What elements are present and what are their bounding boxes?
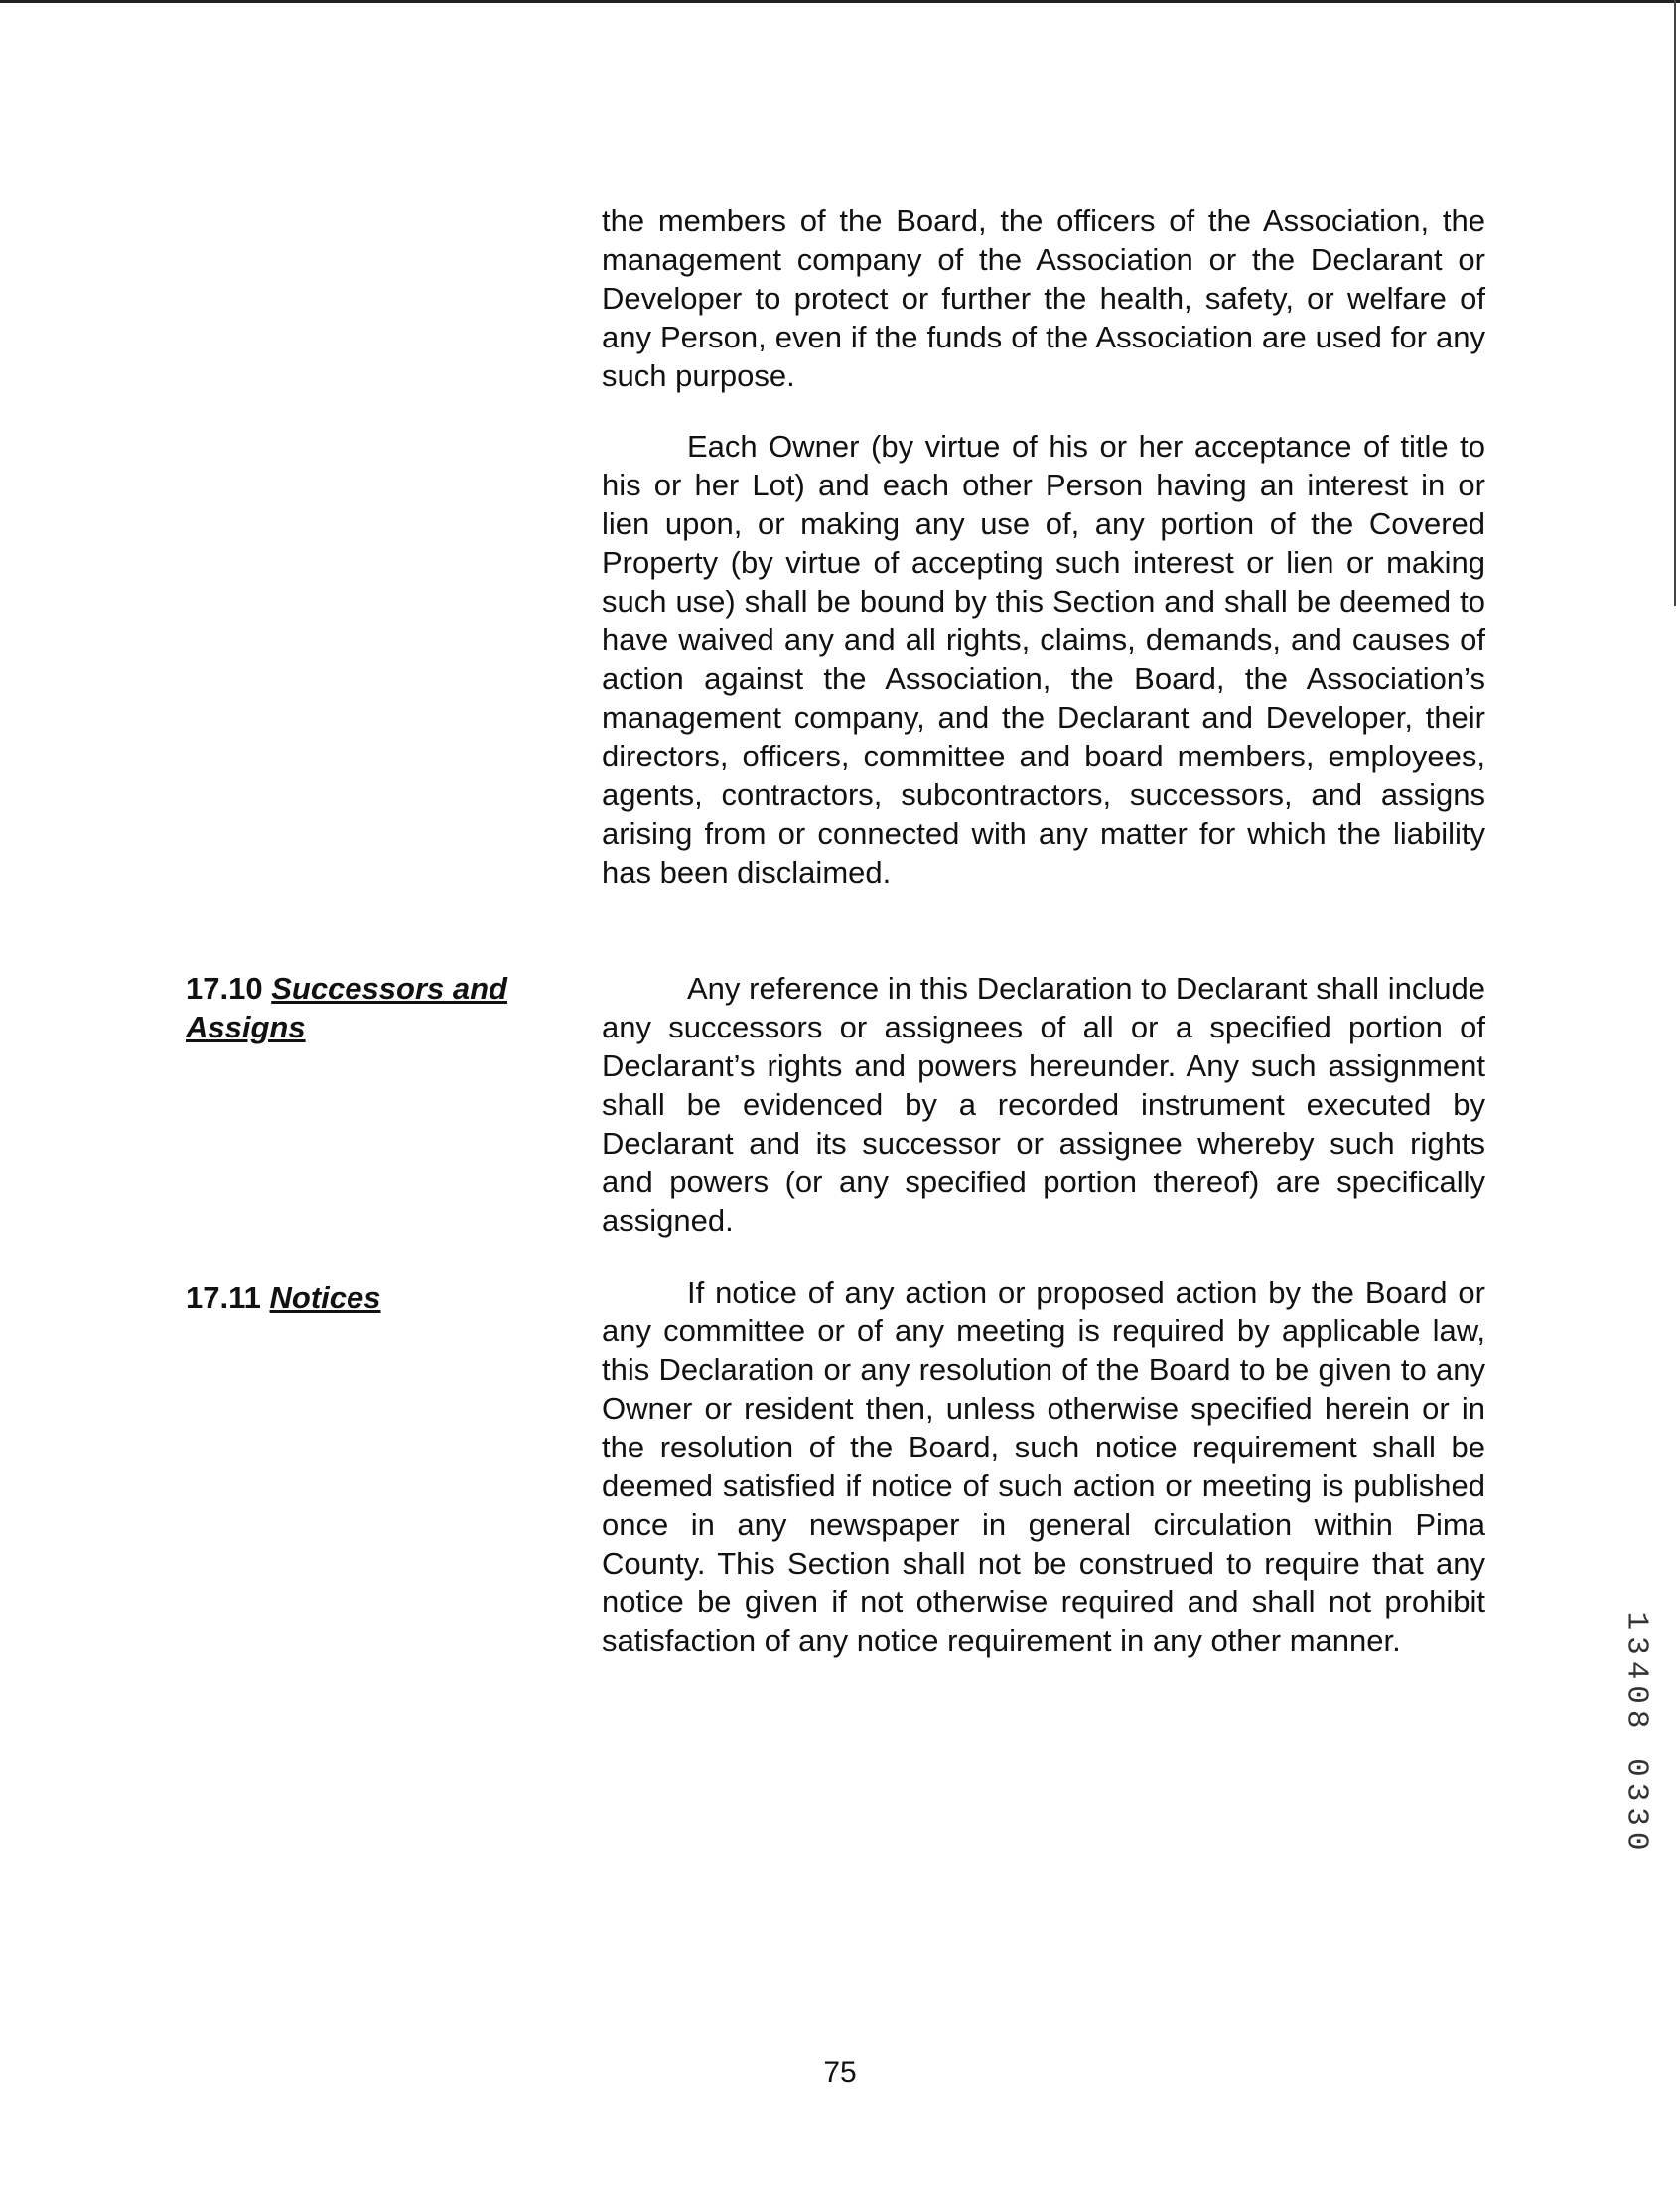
section-title: Successors and Assigns [186, 971, 507, 1044]
section-heading-17-11 [186, 1278, 583, 1316]
section-title: Notices [269, 1280, 381, 1314]
section-body-17-10: Any reference in this Declaration to Declarant shall include any successors or assignees of all or a specified portion of Declarant’s rights and powers hereunder. Any such assignment shall be evidenced by a recorded instrument executed by Declarant and its successor or assignee whereby such rights and powers (or any specified portion thereof) are specifically assigned. [602, 971, 1485, 1238]
owner-waiver-paragraph: Each Owner (by virtue of his or her acceptance of title to his or her Lot) and each other Person having an interest in or lien upon, or making any use of, any portion of the Covered Property (by virtue of accepting such interest or lien or making such use) shall be bound by this Section and shall be deemed to have waived any and all rights, claims, demands, and causes of action against the Association, the Board, the Association’s management company, and the Declarant and Developer, their directors, officers, committee and board members, employees, agents, contractors, subcontractors, successors, and assigns arising from or connected with any matter for which the liability has been disclaimed. [602, 429, 1485, 890]
recording-stamp [1607, 1596, 1666, 1870]
section-body-17-11: If notice of any action or proposed action by the Board or any committee or of any meeting is required by applicable law, this Declaration or any resolution of the Board to be given to any Owner or resident then, unless otherwise specified herein or in the resolution of the Board, such notice requirement shall be deemed satisfied if notice of such action or meeting is published once in any newspaper in general circulation within Pima County. This Section shall not be construed to require that any notice be given if not otherwise required and shall not prohibit satisfaction of any notice requirement in any other manner. [602, 1275, 1485, 1658]
section-number: 17.11 [186, 1280, 261, 1314]
top-border-rule [0, 0, 1680, 3]
section-heading-17-10 [186, 969, 583, 1046]
recording-stamp-text: 13408 0330 [1618, 1610, 1654, 1857]
right-edge-rule [1674, 0, 1676, 606]
section-number: 17.10 [186, 971, 263, 1006]
page-number: 75 [823, 2056, 857, 2089]
intro-paragraph: the members of the Board, the officers of the Association, the management company of the Association or the Declarant or Developer to protect or further the health, safety, or welfare of any Person, even if the funds of the Association are used for any such purpose. [602, 204, 1485, 393]
